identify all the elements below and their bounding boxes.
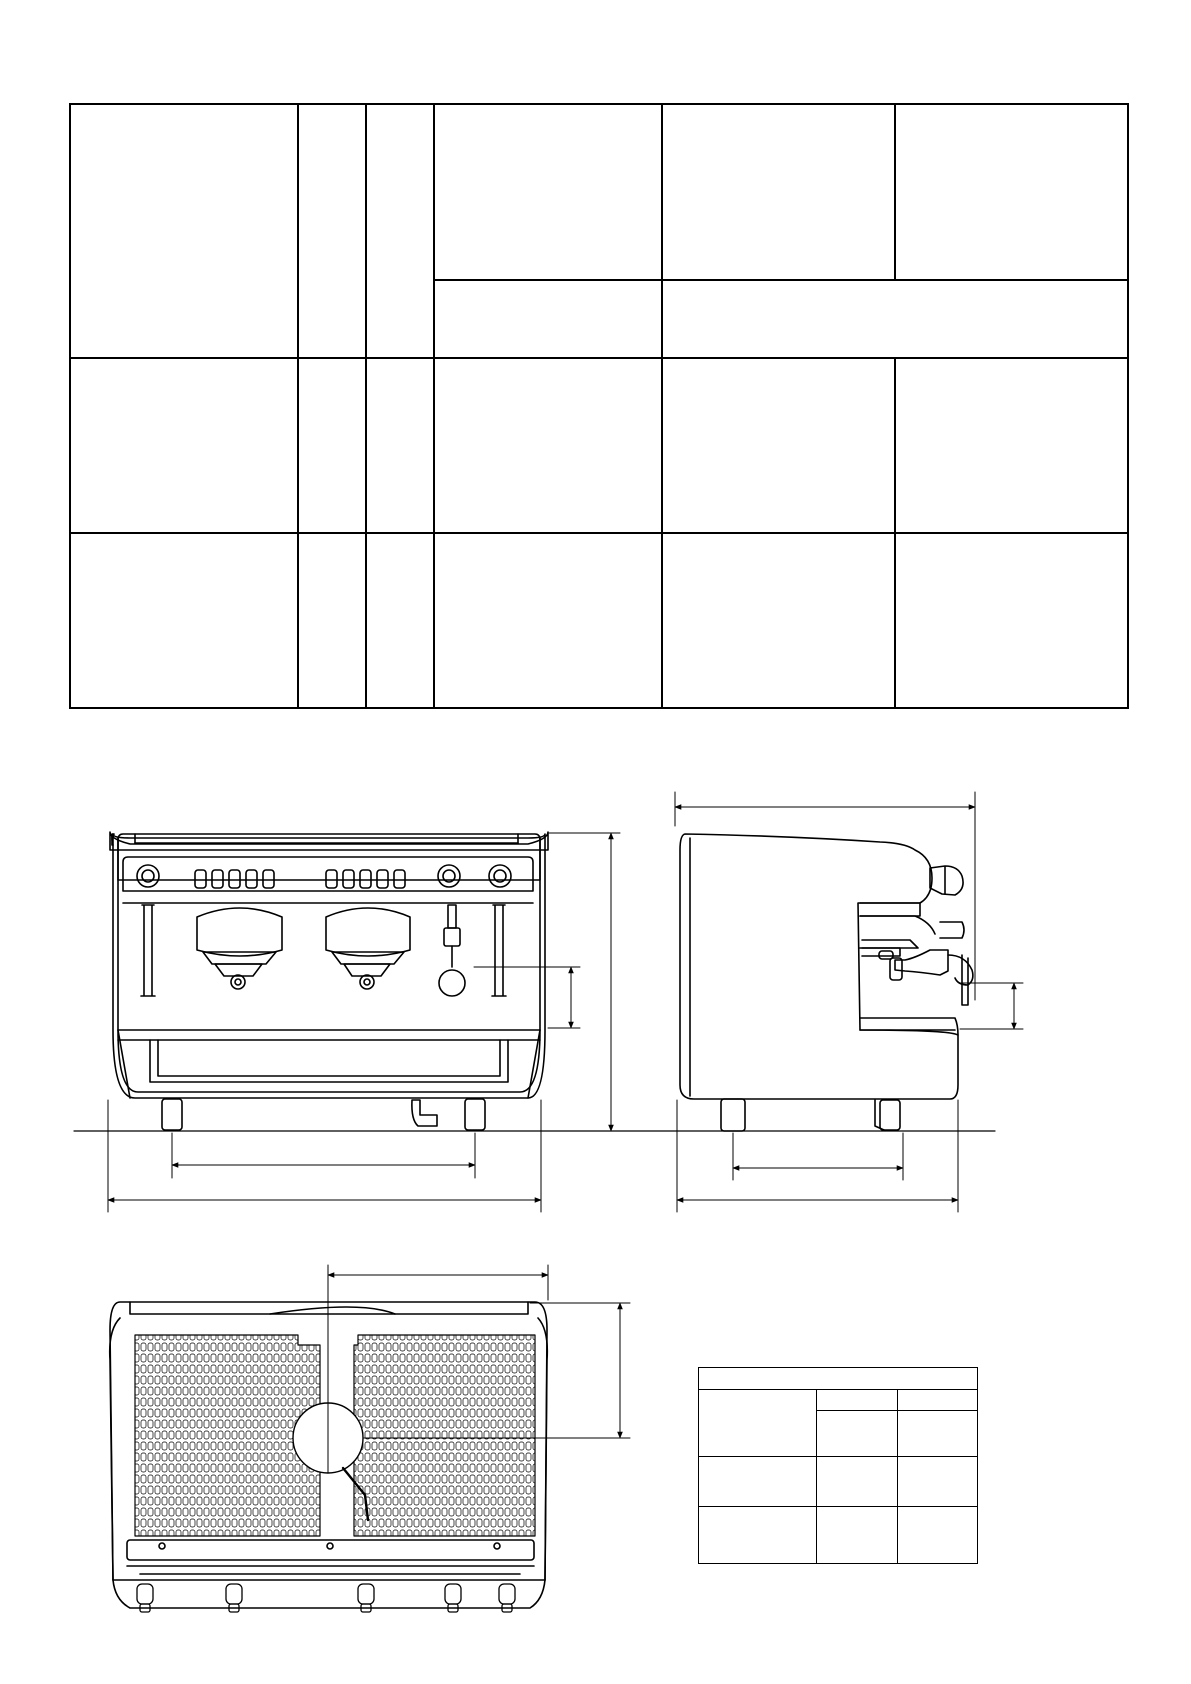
side-body-outline <box>680 834 958 1099</box>
legend-cell-r2-c3 <box>898 1411 978 1456</box>
front-body-outline <box>113 834 545 1098</box>
legend-table <box>698 1367 978 1564</box>
legend-cell-r3-c1 <box>699 1456 817 1507</box>
legend-cell-r1-c2 <box>817 1390 898 1411</box>
legend-header <box>699 1368 978 1390</box>
grille-right <box>354 1335 535 1536</box>
side-view-dimensions <box>675 792 1023 1212</box>
legend-cell-r1-c1 <box>699 1390 817 1457</box>
legend-cell-r4-c2 <box>817 1507 898 1564</box>
front-view <box>110 832 548 1130</box>
legend-cell-r2-c2 <box>817 1411 898 1456</box>
legend-cell-r3-c3 <box>898 1456 978 1507</box>
side-view <box>680 834 973 1131</box>
grille-left <box>135 1335 320 1536</box>
legend-cell-r4-c1 <box>699 1507 817 1564</box>
legend-cell-r4-c3 <box>898 1507 978 1564</box>
legend-cell-r3-c2 <box>817 1456 898 1507</box>
legend-cell-r1-c3 <box>898 1390 978 1411</box>
front-view-dimensions <box>108 833 620 1212</box>
top-view <box>110 1302 548 1612</box>
